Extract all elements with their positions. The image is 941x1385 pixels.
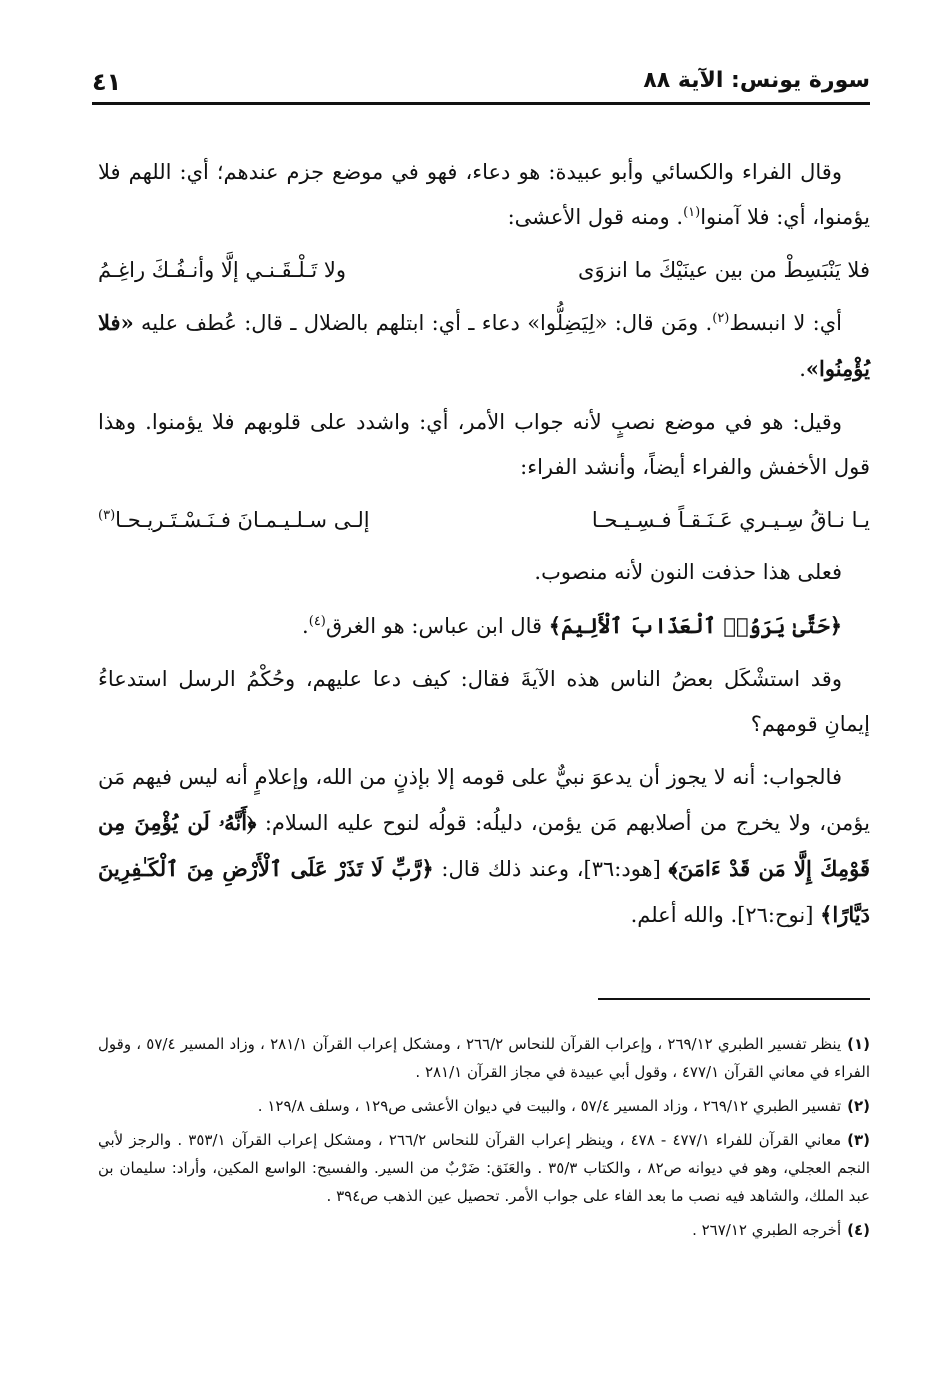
footnote-2-number: (٢) <box>847 1097 870 1115</box>
quoted-phrase: «فلا يُؤْمِنُوا» <box>98 310 870 381</box>
footnotes <box>98 1030 870 1250</box>
footnote-4-number: (٤) <box>847 1221 870 1239</box>
footnote-2-text: تفسير الطبري ٢٦٩/١٢ ، وزاد المسير ٥٧/٤ ، والبيت في ديوان الأعشى ص١٢٩ ، وسلف ١٢٩/٨ . <box>257 1097 842 1115</box>
footnote-4-text: أخرجه الطبري ٢٦٧/١٢ . <box>692 1221 842 1239</box>
verse-1-second-hemistich: ولا تَـلْـقَـنـي إلَّا وأنـفُـكَ راغِـمُ <box>98 258 347 282</box>
verse-1 <box>98 248 870 292</box>
footnote-1 <box>98 1030 870 1086</box>
paragraph-2 <box>98 300 870 392</box>
footnote-4 <box>98 1216 870 1244</box>
footnote-3-number: (٣) <box>847 1131 871 1149</box>
page-header <box>92 62 870 106</box>
footnote-ref-1[interactable]: (١) <box>683 205 701 220</box>
footnote-3 <box>98 1126 870 1210</box>
paragraph-7-text-a: فالجواب: أنه لا يجوز أن يدعوَ نبيٌّ على قومه إلا بإذنٍ من الله، وإعلامٍ أنه ليس فيهم مَن يؤمن، ولا يخرج من أصلابهم مَن يؤمن، دليلُه: قولُه لنوح عليه السلام: <box>98 765 870 835</box>
quran-verse-2: ﴿أَنَّهُۥ لَن يُؤْمِنَ مِن قَوْمِكَ إِلَّا مَن قَدْ ءَامَنَ﴾ <box>98 810 871 881</box>
footnote-1-text: ينظر تفسير الطبري ٢٦٩/١٢ ، وإعراب القرآن للنحاس ٢٦٦/٢ ، ومشكل إعراب القرآن ٢٨١/١ ، وزاد المسير ٥٧/٤ ، وقول الفراء في معاني القرآن ٤٧٧/١ ، وقول أبي عبيدة في مجاز القرآن ٢٨١/١ . <box>98 1035 870 1081</box>
quran-verse-3: ﴿رَّبِّ لَا تَذَرْ عَلَى ٱلْأَرْضِ مِنَ ٱلْكَـٰفِرِينَ دَيَّارًا﴾ <box>98 856 870 927</box>
verse-2 <box>98 498 870 542</box>
paragraph-6: وقد استشْكَل بعضُ الناس هذه الآيةَ فقال: كيف دعا عليهم، وحُكْمُ الرسل استدعاءُ إيمانِ قومهم؟ <box>98 667 870 736</box>
footnote-2 <box>98 1092 870 1120</box>
header-divider <box>92 102 870 105</box>
paragraph-2-text-b: . ومَن قال: «لِيَضِلُّوا» دعاء ـ أي: ابتلهم بالضلال ـ قال: عُطف عليه <box>141 311 713 335</box>
footnote-3-text: معاني القرآن للفراء ٤٧٧/١ - ٤٧٨ ، وينظر إعراب القرآن للنحاس ٢٦٦/٢ ، ومشكل إعراب القرآن ٣٥٣/١ . والرجز لأبي النجم العجلي، وهو في ديوانه ص٨٢ ، والكتاب ٣٥/٣ . والعَنَق: ضَرْبٌ من السير. والفسيح: الواسع المكين، وأراد: سليمان بن عبد الملك، والشاهد فيه نصب ما بعد الفاء على جواب الأمر. تحصيل عين الذهب ص٣٩٤ . <box>98 1131 870 1205</box>
page-number: ٤١ <box>92 68 122 96</box>
paragraph-7 <box>98 755 870 938</box>
verse-2-second-text: إلـى سـلـيـمـانَ فـنَـسْـتَـريـحـا <box>115 508 370 532</box>
paragraph-1-text: وقال الفراء والكسائي وأبو عبيدة: هو دعاء، فهو في موضع جزم عندهم؛ أي: اللهم فلا يؤمنوا، أي: فلا آمنوا <box>98 160 870 229</box>
paragraph-7-text-b: [هود:٣٦]، وعند ذلك قال: <box>433 857 669 881</box>
footnote-1-number: (١) <box>847 1035 871 1053</box>
paragraph-1-tail: . ومنه قول الأعشى: <box>507 205 684 229</box>
verse-1-first-hemistich: فلا يَنْبَسِطْ من بين عينَيْكَ ما انزوَى <box>578 258 870 282</box>
paragraph-5-end: . <box>302 614 309 638</box>
footnote-ref-4[interactable]: (٤) <box>308 614 326 629</box>
paragraph-2-text-a: أي: لا انبسط <box>729 311 842 335</box>
running-title: سورة يونس: الآية ٨٨ <box>643 68 870 93</box>
footnote-ref-3[interactable]: (٣) <box>98 508 116 523</box>
footnote-ref-2[interactable]: (٢) <box>712 311 730 326</box>
paragraph-5 <box>98 603 870 649</box>
verse-2-first-hemistich: يـا نـاقُ سِـيـري عَـنَـقـاً فـسِـيـحـا <box>591 508 870 532</box>
footnote-divider <box>598 998 870 1000</box>
paragraph-1 <box>98 150 870 240</box>
paragraph-7-text-c: [نوح:٢٦]. والله أعلم. <box>630 903 821 927</box>
main-text <box>98 150 870 946</box>
verse-2-second-hemistich <box>98 498 370 542</box>
paragraph-4: فعلى هذا حذفت النون لأنه منصوب. <box>534 560 842 584</box>
quran-verse-1: ﴿حَتَّىٰ يَرَوُا۟ ٱلْعَذَابَ ٱلْأَلِيمَ﴾ <box>548 613 842 638</box>
paragraph-2-end: . <box>799 357 806 381</box>
paragraph-3: وقيل: هو في موضع نصبٍ لأنه جواب الأمر، أي: واشدد على قلوبهم فلا يؤمنوا. وهذا قول الأخفش والفراء أيضاً، وأنشد الفراء: <box>98 410 870 479</box>
paragraph-5-text: قال ابن عباس: هو الغرق <box>325 614 549 638</box>
